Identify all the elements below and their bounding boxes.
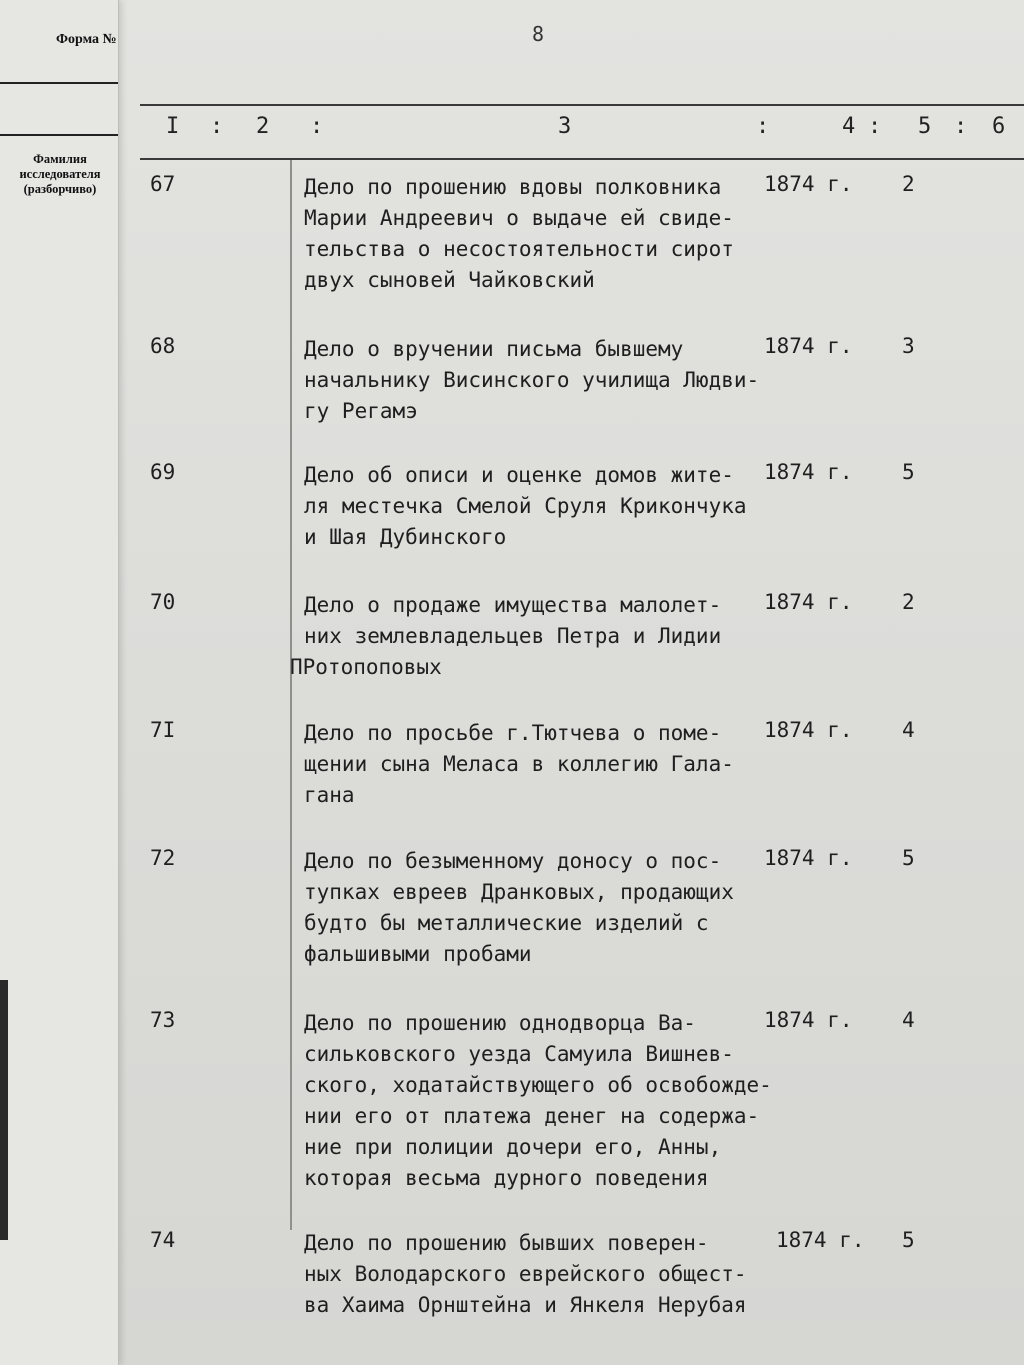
description-line: двух сыновей Чайковский	[304, 268, 595, 292]
record-description	[304, 1008, 774, 1194]
header-top-rule	[140, 104, 1024, 106]
record-number: 67	[150, 172, 176, 196]
description-line: начальнику Висинского училища Людви-	[304, 368, 760, 392]
description-line: Дело об описи и оценке домов жите-	[304, 463, 734, 487]
record-description	[304, 1228, 774, 1321]
description-line: которая весьма дурного поведения	[304, 1166, 709, 1190]
record-description	[304, 718, 774, 811]
column-header-3: 3	[558, 114, 572, 139]
record-number: 74	[150, 1228, 176, 1252]
header-bottom-rule	[140, 158, 1024, 160]
record-description	[304, 172, 774, 296]
record-year: 1874 г.	[764, 460, 853, 484]
slip-rule	[0, 134, 118, 136]
description-line: них землевладельцев Петра и Лидии	[304, 624, 722, 648]
record-year: 1874 г.	[776, 1228, 865, 1252]
record-description	[304, 846, 774, 970]
column-header-2: 2	[256, 114, 270, 139]
column-header-5: 5	[918, 114, 932, 139]
description-line: гана	[304, 783, 355, 807]
record-number: 69	[150, 460, 176, 484]
description-line: нии его от платежа денег на содержа-	[304, 1104, 760, 1128]
description-line: Дело по просьбе г.Тютчева о поме-	[304, 721, 722, 745]
record-year: 1874 г.	[764, 1008, 853, 1032]
description-line: ского, ходатайствующего об освобожде-	[304, 1073, 772, 1097]
description-line: фальшивыми пробами	[304, 942, 532, 966]
form-label: Форма №	[56, 32, 117, 47]
record-year: 1874 г.	[764, 718, 853, 742]
record-year: 1874 г.	[764, 334, 853, 358]
description-line: Марии Андреевич о выдаче ей свиде-	[304, 206, 734, 230]
record-description	[304, 334, 774, 427]
page-number: 8	[532, 22, 545, 46]
column-separator: :	[756, 114, 770, 139]
description-line: ва Хаима Орнштейна и Янкеля Нерубая	[304, 1293, 747, 1317]
sheet-count: 2	[902, 590, 915, 614]
record-number: 70	[150, 590, 176, 614]
researcher-label-line: Фамилия	[33, 152, 87, 166]
description-line: ПРотопоповых	[290, 655, 442, 679]
description-line: Дело по прошению однодворца Ва-	[304, 1011, 696, 1035]
sheet-count: 2	[902, 172, 915, 196]
description-line: Дело о вручении письма бывшему	[304, 337, 684, 361]
researcher-label-line: исследователя	[19, 167, 101, 181]
description-line: и Шая Дубинского	[304, 525, 507, 549]
sheet-count: 4	[902, 718, 915, 742]
column-separator: :	[310, 114, 324, 139]
researcher-label-line: (разборчиво)	[23, 182, 97, 196]
description-line: Дело по прошению вдовы полковника	[304, 175, 722, 199]
record-year: 1874 г.	[764, 172, 853, 196]
description-line: тельства о несостоятельности сирот	[304, 237, 734, 261]
record-number: 7I	[150, 718, 176, 742]
description-line: ние при полиции дочери его, Анны,	[304, 1135, 722, 1159]
record-number: 72	[150, 846, 176, 870]
column-separator: :	[868, 114, 882, 139]
record-number: 68	[150, 334, 176, 358]
description-line: ля местечка Смелой Сруля Крикончука	[304, 494, 747, 518]
description-line: Дело по безыменному доносу о пос-	[304, 849, 722, 873]
record-description	[304, 460, 774, 553]
description-line: сильковского уезда Самуила Вишнев-	[304, 1042, 734, 1066]
sheet-count: 3	[902, 334, 915, 358]
column-divider	[290, 160, 292, 1230]
description-line: гу Регамэ	[304, 399, 418, 423]
form-slip	[0, 0, 119, 1365]
description-line: будто бы металлические изделий с	[304, 911, 709, 935]
slip-shadow-edge	[0, 980, 8, 1240]
column-separator: :	[954, 114, 968, 139]
sheet-count: 5	[902, 1228, 915, 1252]
description-line: Дело о продаже имущества малолет-	[304, 593, 722, 617]
record-year: 1874 г.	[764, 590, 853, 614]
record-number: 73	[150, 1008, 176, 1032]
sheet-count: 5	[902, 460, 915, 484]
description-line: ных Володарского еврейского общест-	[304, 1262, 747, 1286]
researcher-label	[4, 152, 116, 197]
record-year: 1874 г.	[764, 846, 853, 870]
column-header-4: 4	[842, 114, 856, 139]
column-header-6: 6	[992, 114, 1006, 139]
column-separator: :	[210, 114, 224, 139]
sheet-count: 5	[902, 846, 915, 870]
column-header-1: I	[166, 114, 180, 139]
description-line: тупках евреев Дранковых, продающих	[304, 880, 734, 904]
sheet-count: 4	[902, 1008, 915, 1032]
description-line: щении сына Меласа в коллегию Гала-	[304, 752, 734, 776]
record-description	[290, 590, 774, 683]
description-line: Дело по прошению бывших поверен-	[304, 1231, 709, 1255]
slip-rule	[0, 82, 118, 84]
